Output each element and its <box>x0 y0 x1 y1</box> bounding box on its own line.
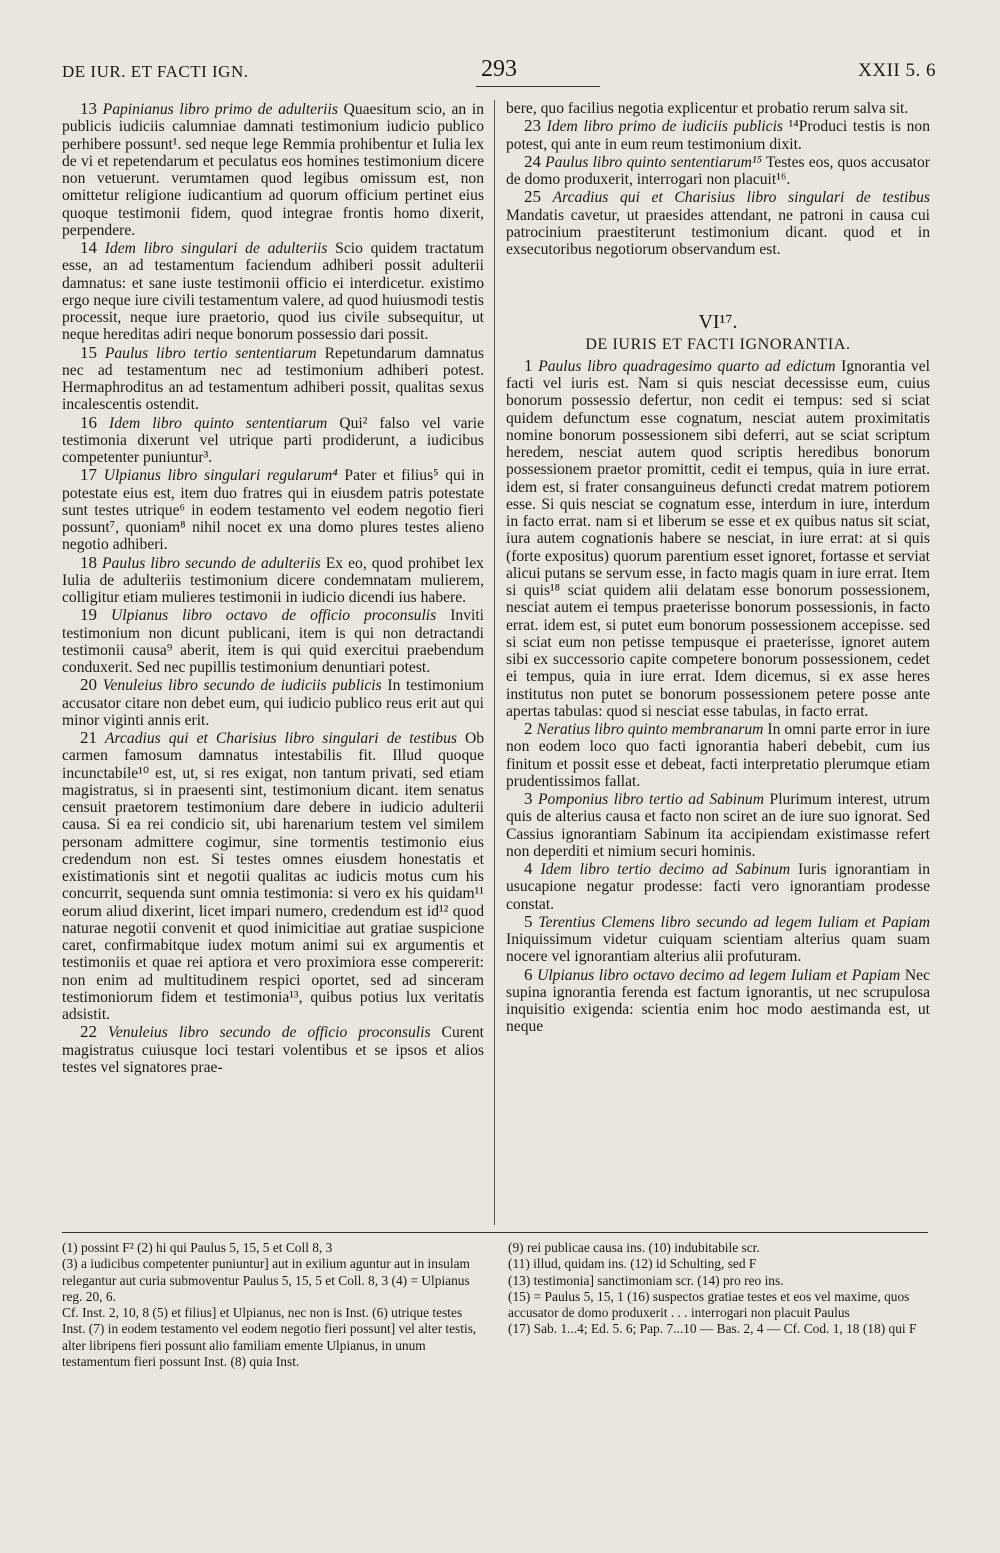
footnote: (11) illud, quidam ins. (12) id Schulting, sed F <box>508 1256 757 1272</box>
fragment-paragraph <box>62 606 484 676</box>
fragment-source: Pomponius libro tertio ad Sabinum <box>538 791 764 808</box>
fragment-paragraph <box>506 188 930 258</box>
fragment-number: 23 <box>524 116 541 136</box>
fragment-source: Arcadius qui et Charisius libro singulari de testibus <box>552 189 930 207</box>
footnote: (15) = Paulus 5, 15, 1 (16) suspectos gratiae testes et eos vel maxime, quos accusator de domo produxerit . . . interrogari non placuit Paulus <box>508 1288 910 1321</box>
right-column <box>506 100 930 1036</box>
running-header <box>62 56 936 88</box>
fragment-paragraph <box>62 344 484 414</box>
fragment-paragraph <box>62 676 484 729</box>
fragment-source: Idem libro primo de iudiciis publicis <box>546 118 783 136</box>
fragment-paragraph <box>506 117 930 153</box>
fragment-number: 24 <box>524 151 541 171</box>
header-title: DE IUR. ET FACTI IGN. <box>62 62 249 81</box>
fragment-text: Quaesitum scio, an in publicis iudiciis calumniae damnati testimonium iudicio publico perhibere possunt¹. sed neque lege Remmia prohibentur et Iulia lex de vi et repetendarum et peculatus eos homines testimonium dicere non vetuerunt. verumtamen quod legibus omissum est, non omittetur religione iudicantium ad quorum officium pertinet eius quoque testimonii fidem, quod integrae frontis homo dixerit, perpendere. <box>62 101 484 239</box>
fragment-text: Testes eos, quos accusator de domo produxerit, interrogari non placuit¹⁶. <box>506 153 931 188</box>
fragment-number: 17 <box>80 465 97 485</box>
fragment-text: ¹⁴Produci testis is non potest, qui ante in eum reum testimonium dixit. <box>506 118 930 153</box>
fragment-number: 6 <box>524 964 533 984</box>
right-column-top <box>506 100 930 258</box>
fragment-text: In omni parte error in iure non eodem loco quo facti ignorantia haberi debebit, cum ius finitum et possit esse et debeat, facti interpretatio plerumque etiam prudentissimos fallat. <box>506 721 930 790</box>
fragment-source: Idem libro singulari de adulteriis <box>104 240 328 257</box>
fragment-text: bere, quo facilius negotia explicentur et probatio rerum salva sit. <box>506 100 909 117</box>
fragment-text: Ex eo, quod prohibet lex Iulia de adulteriis testimonium dicere condemnatam mulierem, colligitur etiam mulieres testimonii in iudicio dicendi ius habere. <box>62 554 484 606</box>
fragment-paragraph <box>62 1023 484 1076</box>
fragment-source: Paulus libro tertio sententiarum <box>104 344 317 362</box>
section-number: VI¹⁷. <box>698 311 738 334</box>
fragment-source: Paulus libro secundo de adulteriis <box>102 554 321 572</box>
fragment-text: Ob carmen famosum damnatus intestabilis fit. Illud quoque incunctabile¹⁰ est, ut, si res exigat, non tantum privati, sed etiam magistratus, si in praesenti sint, testimonium dicant. item senatus censuit praetorem testimonium dare debere in iudicio adulterii causa. Si ea rei condicio sit, ubi harenarium testem vel similem personam admittere cogimur, sine tormentis testimonio eius credendum non est. Si testes omnes eiusdem honestatis et existimationis sint et negotii qualitas ac iudicis motus cum his concurrit, sequenda sunt omnia testimonia: si vero ex his quidam¹¹ eorum aliud dixerint, licet impari numero, credendum est id¹² quod naturae negotii convenit et quod inimicitiae aut gratiae suspicione caret, confirmabitque iudex motum animi sui ex argumentis et testimoniis et quae rei aptiora et vero proximiora esse compererit: non enim ad multitudinem respici oportet, sed ad sinceram testimoniorum fidem et testimonia¹³, quibus potius lux veritatis adsistit. <box>62 730 485 1023</box>
fragment-paragraph <box>506 720 930 790</box>
footnote: (3) a iudicibus competenter puniuntur] aut in exilium aguntur aut in insulam relegantur aut curia submoventur Paulus 5, 15, 5 et Coll. 8, 3 (4) = Ulpianus reg. 20, 6. <box>62 1256 470 1304</box>
fragment-source: Neratius libro quinto membranarum <box>536 721 764 738</box>
footnote: (17) Sab. 1...4; Ed. 5. 6; Pap. 7...10 — Bas. 2, 4 — Cf. Cod. 1, 18 (18) qui F <box>508 1321 917 1337</box>
fragment-paragraph <box>506 100 930 117</box>
fragment-source: Ulpianus libro octavo de officio proconsulis <box>111 607 437 625</box>
fragment-source: Ulpianus libro octavo decimo ad legem Iuliam et Papiam <box>537 966 901 984</box>
fragment-paragraph <box>506 357 930 720</box>
fragment-text: Inviti testimonium non dicunt publicani, item is qui non detractandi testimonii causa⁹ aberit, item is qui quid exercitui praebendum conduxerit. Sed nec pupillis testimonium denuntiari potest. <box>62 607 485 676</box>
fragment-source: Idem libro quinto sententiarum <box>109 414 328 432</box>
fragment-text: Curent magistratus cuiusque loci testari volentibus et se ipsos et alios testes vel signatores prae- <box>62 1024 484 1076</box>
header-section: XXII 5. 6 <box>858 60 936 81</box>
fragment-number: 25 <box>524 187 541 207</box>
fragment-source: Idem libro tertio decimo ad Sabinum <box>540 861 791 878</box>
fragment-number: 1 <box>524 355 533 375</box>
fragment-text: Pater et filius⁵ qui in potestate eius est, item duo fratres qui in eiusdem patris potestate sunt testes utrique⁶ in eodem testamento vel eodem negotio fieri possunt⁷, quoniam⁸ nihil nocet ex una domo plures testes alieno negotio adhiberi. <box>62 467 485 554</box>
fragment-text: Repetundarum damnatus nec ad testamentum nec ad testimonium adhiberi potest. Hermaphroditus an ad testamentum adhiberi possit, qualitas sexus incalescentis ostendit. <box>62 344 484 414</box>
fragment-paragraph <box>506 913 930 966</box>
footnote-rule <box>62 1232 928 1233</box>
fragment-text: Plurimum interest, utrum quis de alterius causa et facto non sciret an de iure suo ignorat. Sed Cassius ignorantiam Sabinum ita accipiendam existimasse refert non deperditi et nimium securi hominis. <box>506 791 930 860</box>
fragment-source: Ulpianus libro singulari regularum⁴ <box>103 467 338 485</box>
fragment-source: Papinianus libro primo de adulteriis <box>102 101 338 118</box>
section-title: DE IURIS ET FACTI IGNORANTIA. <box>585 335 851 353</box>
fragment-source: Arcadius qui et Charisius libro singulari de testibus <box>105 730 457 747</box>
fragment-paragraph <box>506 966 930 1036</box>
footnote: (9) rei publicae causa ins. (10) indubitabile scr. <box>508 1240 760 1255</box>
fragment-paragraph <box>62 729 484 1023</box>
fragment-paragraph <box>62 100 484 239</box>
footnote: Cf. Inst. 2, 10, 8 (5) et filius] et Ulpianus, nec non is Inst. (6) utrique testes Inst. (7) in eodem testamento vel eodem negotio fieri possunt] vel alter testis, alter libripens fieri possunt alio familiam emente Ulpianus, in unum testamentum fieri possunt Inst. (8) quia Inst. <box>62 1305 477 1370</box>
fragment-number: 21 <box>80 728 97 747</box>
fragment-paragraph <box>506 790 930 860</box>
fragment-text: Iuris ignorantiam in usucapione negatur prodesse: facti vero ignorantiam prodesse constat. <box>506 861 930 913</box>
left-column <box>62 100 484 1076</box>
header-rule <box>476 86 600 87</box>
right-column-bottom <box>506 357 930 1036</box>
fragment-number: 3 <box>524 789 533 808</box>
fragment-text: Scio quidem tractatum esse, an ad testamentum faciendum adhiberi possit adulterii damnatus: et sane iuste testimonii officio ei interdicetur. existimo ergo neque iure civili testamentum valere, ad quod huiusmodi testis processit, neque iure praetorio, quod ius civile subsequitur, ut neque hereditas adiri neque bonorum possessio dari possit. <box>62 240 484 344</box>
fragment-number: 14 <box>80 238 97 257</box>
fragment-paragraph <box>62 239 484 344</box>
fragment-text: Qui² falso vel varie testimonia dixerunt vel utrique parti prodiderunt, a iudicibus competenter puniuntur³. <box>62 414 484 466</box>
fragment-number: 2 <box>524 719 533 738</box>
fragment-number: 16 <box>80 412 97 432</box>
fragment-number: 19 <box>80 605 97 625</box>
fragment-number: 13 <box>80 99 97 118</box>
column-divider <box>494 100 495 1225</box>
fragment-number: 20 <box>80 675 97 695</box>
fragment-paragraph <box>62 414 484 467</box>
fragment-number: 22 <box>80 1022 97 1042</box>
fragment-number: 15 <box>80 342 97 362</box>
page-number: 293 <box>481 56 517 82</box>
fragment-source: Paulus libro quadragesimo quarto ad edictum <box>538 357 836 375</box>
fragment-number: 5 <box>524 911 533 931</box>
fragment-text: In testimonium accusator citare non debet eum, qui iudicio publico reus erit aut qui minor viginti annis erit. <box>62 677 485 729</box>
fragment-number: 4 <box>524 859 533 878</box>
fragment-number: 18 <box>80 552 97 572</box>
fragment-paragraph <box>506 153 930 189</box>
fragment-source: Venuleius libro secundo de iudiciis publicis <box>102 677 382 695</box>
footnote: (1) possint F² (2) hi qui Paulus 5, 15, 5 et Coll 8, 3 <box>62 1240 333 1255</box>
fragment-source: Terentius Clemens libro secundo ad legem Iuliam et Papiam <box>538 913 930 931</box>
fragment-source: Venuleius libro secundo de officio proconsulis <box>108 1024 431 1042</box>
fragment-text: Iniquissimum videtur cuiquam scientiam alterius quam suam nocere vel ignorantiam alterius alii profuturam. <box>506 931 930 966</box>
fragment-paragraph <box>506 860 930 913</box>
fragment-paragraph <box>62 554 484 607</box>
fragment-paragraph <box>62 466 484 553</box>
fragment-text: Ignorantia vel facti vel iuris est. Nam si quis nesciat decessisse eum, cuius bonorum possessio defertur, non cedit ei tempus: sed si sciat quidem defunctum esse cognatum, nesciat autem proximitatis nomine bonorum possessionem sibi deferri, aut se sciat scriptum heredem, nesciat autem quod scriptis heredibus bonorum possessionem praetor promittit, cedit ei tempus, quia in iure errat. idem est, si frater consanguineus defuncti credat matrem potiorem esse. Si quis nesciat se cognatum esse, interdum in iure, interdum in facto errat. nam si et liberum se esse et ex quibus natus sit sciat, iura autem cognationis habere se nesciat, in iure errat: at si quis (forte expositus) quorum parentium esset ignoret, fortasse et serviat alicui putans se servum esse, in facto magis quam in iure errat. Item si quis¹⁸ sciat quidem alii delatam esse bonorum possessionem, nesciat autem ei tempus praeterisse bonorum possessionis, in facto errat. idem est, si putet eum bonorum possessionem accepisse. sed si sciat eum non petisse tempusque ei praeterisse, ignoret autem sibi ex successorio capite competere bonorum possessionem, cedet ei tempus, quia in iure errat. Idem dicemus, si ex asse heres institutus non putet se bonorum possessionem petere posse ante apertas tabulas: quod si nesciat esse tabulas, in facto errat. <box>506 357 930 720</box>
footnotes-left <box>62 1240 484 1370</box>
fragment-text: Mandatis cavetur, ut praesides attendant, ne patroni in causa cui patrocinium praestiterunt testimonium dicant. quod et in exsecutoribus negotiorum observandum est. <box>506 206 930 258</box>
footnotes-right <box>508 1240 928 1338</box>
fragment-source: Paulus libro quinto sententiarum¹⁵ <box>545 153 762 171</box>
fragment-text: Nec supina ignorantia ferenda est factum ignorantis, ut nec scrupulosa inquisitio exigenda: scientia enim hoc modo aestimanda est, ut neque <box>506 966 930 1036</box>
footnote: (13) testimonia] sanctimoniam scr. (14) pro reo ins. <box>508 1272 784 1288</box>
